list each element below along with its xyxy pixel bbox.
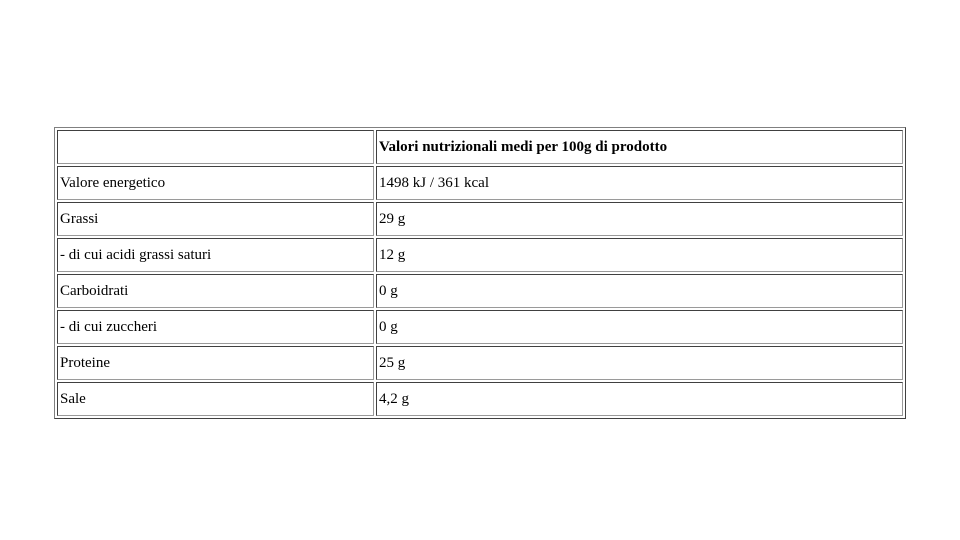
header-title-cell: Valori nutrizionali medi per 100g di prodotto (376, 130, 903, 164)
nutrient-value: 12 g (376, 238, 903, 272)
table-row (57, 166, 903, 200)
table-row (57, 274, 903, 308)
nutrient-value: 29 g (376, 202, 903, 236)
nutrient-value: 1498 kJ / 361 kcal (376, 166, 903, 200)
nutrient-value: 0 g (376, 310, 903, 344)
header-empty-cell (57, 130, 374, 164)
table-row (57, 382, 903, 416)
nutrient-label: Valore energetico (57, 166, 374, 200)
table-row (57, 310, 903, 344)
nutrient-value: 0 g (376, 274, 903, 308)
table-row (57, 202, 903, 236)
nutrient-label: Sale (57, 382, 374, 416)
table-header-row (57, 130, 903, 164)
nutrient-label: Proteine (57, 346, 374, 380)
table-row (57, 238, 903, 272)
nutrient-label: - di cui zuccheri (57, 310, 374, 344)
nutrient-label: Grassi (57, 202, 374, 236)
nutrient-label: - di cui acidi grassi saturi (57, 238, 374, 272)
table-row (57, 346, 903, 380)
nutrient-value: 4,2 g (376, 382, 903, 416)
nutrition-table (54, 127, 906, 419)
nutrient-value: 25 g (376, 346, 903, 380)
nutrient-label: Carboidrati (57, 274, 374, 308)
